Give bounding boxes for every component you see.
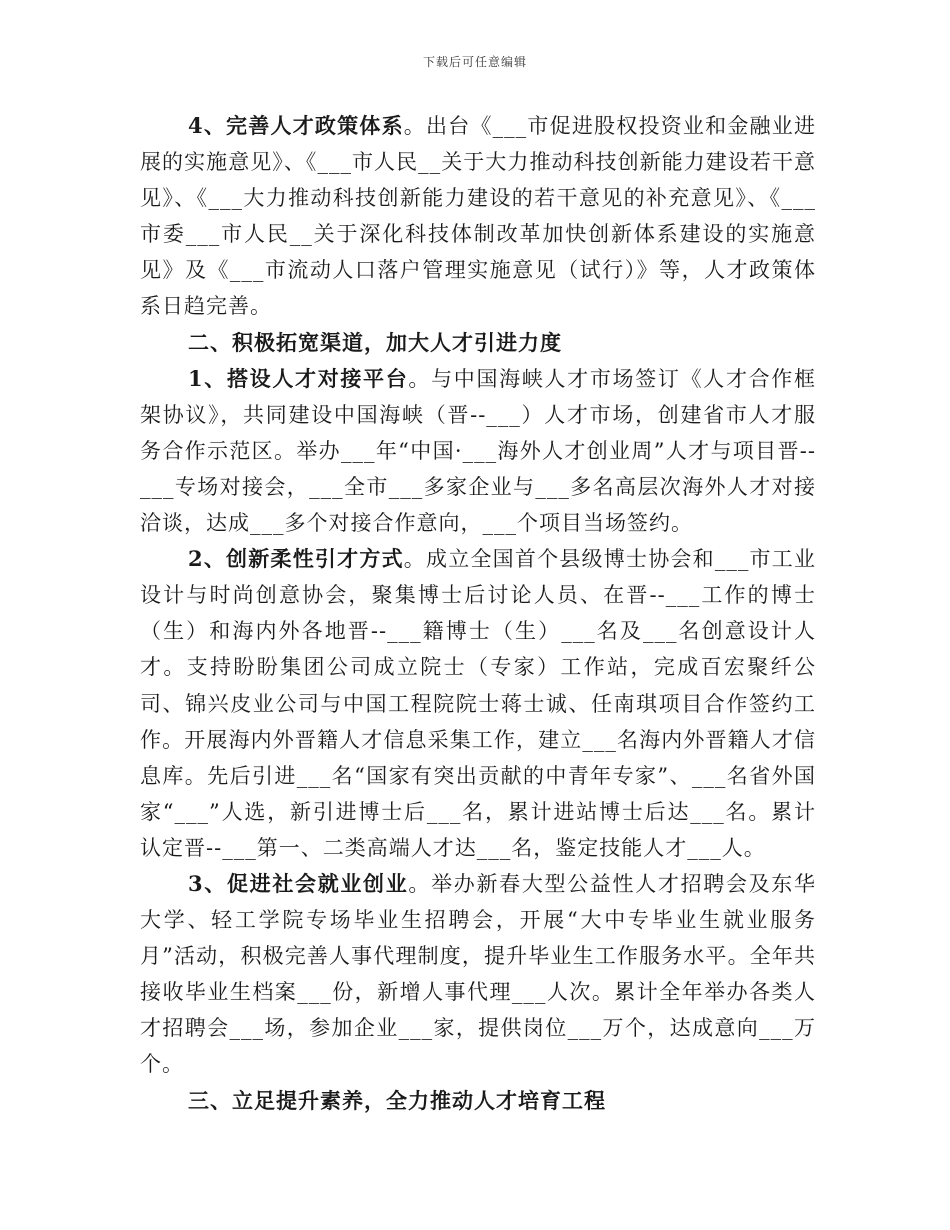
section-heading-3: 三、立足提升素养，全力推动人才培育工程: [188, 1087, 606, 1113]
paragraph-text: 。与中国海峡人才市场签订《人才合作框架协议》，共同建设中国海峡（晋--___）人才市场，创建省市人才服务合作示范区。举办___年“中国·___海外人才创业周”人才与项目晋--___专场对接会，___全市___多家企业与___多名高层次海外人才对接洽谈，达成___多个对接合作意向，___个项目当场签约。: [140, 366, 816, 536]
paragraph-text: 。出台《___市促进股权投资业和金融业进展的实施意见》、《___市人民__关于大力推动科技创新能力建设若干意见》、《___大力推动科技创新能力建设的若干意见的补充意见》、《___市委___市人民__关于深化科技体制改革加快创新体系建设的实施意见》及《___市流动人口落户管理实施意见（试行）》等，人才政策体系日趋完善。: [140, 114, 816, 319]
paragraph-lead: 1、搭设人才对接平台: [188, 365, 409, 391]
paragraph-lead: 3、促进社会就业创业: [188, 870, 409, 896]
paragraph-text: 。举办新春大型公益性人才招聘会及东华大学、轻工学院专场毕业生招聘会，开展“大中专毕业生就业服务月”活动，积极完善人事代理制度，提升毕业生工作服务水平。全年共接收毕业生档案___份，新增人事代理___人次。累计全年举办各类人才招聘会___场，参加企业___家，提供岗位___万个，达成意向___万个。: [140, 871, 816, 1077]
section-heading-2: 二、积极拓宽渠道，加大人才引进力度: [188, 329, 562, 355]
paragraph-talent-platform: [140, 361, 816, 541]
paragraph-lead: 4、完善人才政策体系: [188, 113, 404, 138]
paragraph-lead: 2、创新柔性引才方式: [188, 546, 404, 572]
paragraph-employment: [140, 866, 816, 1083]
paragraph-flexible-recruitment: [140, 541, 816, 866]
document-body: [140, 108, 816, 1119]
page-header: 下载后可任意编辑: [422, 55, 527, 69]
paragraph-policy-system: [140, 108, 816, 325]
paragraph-text: 。成立全国首个县级博士协会和___市工业设计与时尚创意协会，聚集博士后讨论人员、在晋--___工作的博士（生）和海内外各地晋--___籍博士（生）___名及___名创意设计人才。支持盼盼集团公司成立院士（专家）工作站，完成百宏聚纤公司、锦兴皮业公司与中国工程院院士蒋士诚、任南琪项目合作签约工作。开展海内外晋籍人才信息采集工作，建立___名海内外晋籍人才信息库。先后引进___名“国家有突出贡献的中青年专家”、___名省外国家“___”人选，新引进博士后___名，累计进站博士后达___名。累计认定晋--___第一、二类高端人才达___名，鉴定技能人才___人。: [140, 547, 816, 860]
